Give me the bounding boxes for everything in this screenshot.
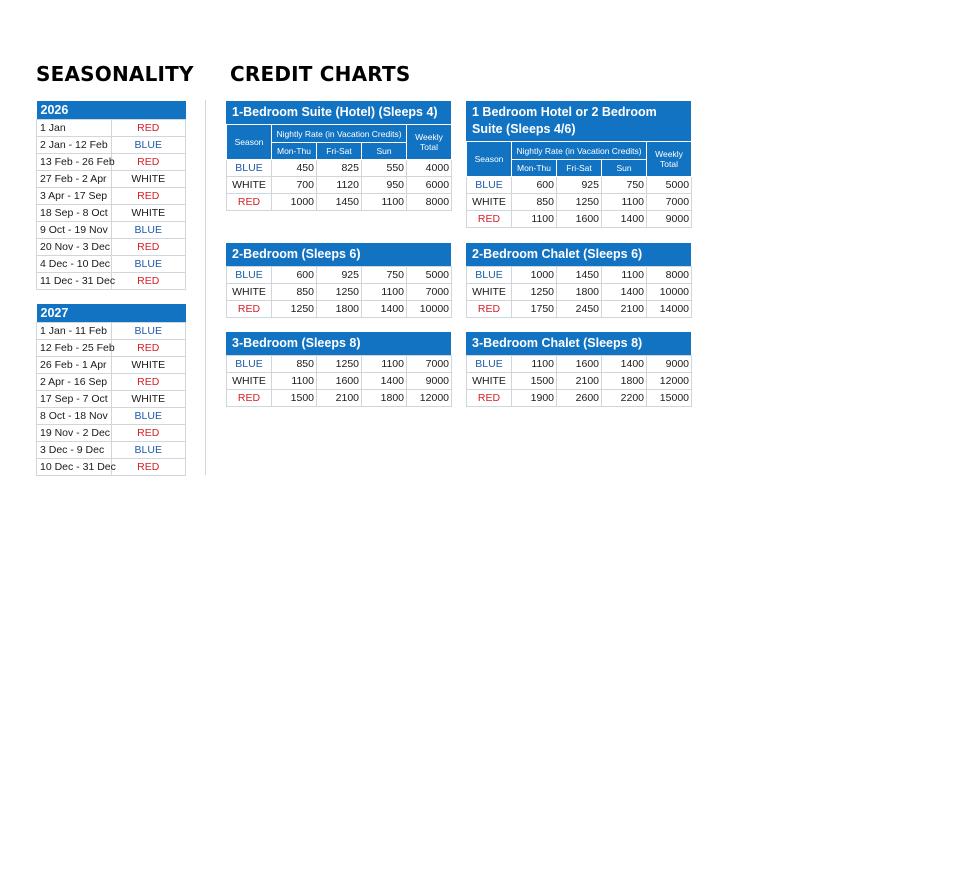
weekly-total-credits: 14000	[647, 301, 692, 318]
mon-thu-credits: 600	[272, 267, 317, 284]
fri-sat-credits: 1250	[317, 356, 362, 373]
credit-row	[227, 267, 452, 284]
season-value: WHITE	[111, 171, 186, 188]
credit-table-3-bedroom	[226, 332, 451, 407]
season-date-range: 3 Dec - 9 Dec	[37, 442, 112, 459]
sun-credits: 1100	[362, 194, 407, 211]
sun-credits: 1800	[362, 390, 407, 407]
credit-row	[467, 373, 692, 390]
mon-thu-credits: 1250	[512, 284, 557, 301]
credit-row	[467, 177, 692, 194]
mon-thu-credits: 1500	[512, 373, 557, 390]
fri-sat-credits: 1600	[557, 211, 602, 228]
season-value: WHITE	[111, 357, 186, 374]
sun-credits: 1400	[602, 356, 647, 373]
season-value: BLUE	[111, 442, 186, 459]
season-row	[37, 171, 186, 188]
fri-sat-credits: 925	[557, 177, 602, 194]
mon-thu-credits: 450	[272, 160, 317, 177]
mon-thu-credits: 1900	[512, 390, 557, 407]
season-cell: WHITE	[227, 177, 272, 194]
fri-sat-header: Fri-Sat	[557, 160, 602, 177]
season-column-header: Season	[227, 125, 272, 160]
seasonality-heading: SEASONALITY	[36, 62, 194, 86]
season-value: RED	[111, 425, 186, 442]
credit-table-title: 2-Bedroom (Sleeps 6)	[226, 243, 451, 266]
credit-row	[467, 390, 692, 407]
season-row	[37, 239, 186, 256]
season-cell: RED	[227, 301, 272, 318]
fri-sat-credits: 825	[317, 160, 362, 177]
season-cell: RED	[227, 390, 272, 407]
fri-sat-credits: 1450	[557, 267, 602, 284]
seasonality-table-2026	[36, 101, 186, 290]
weekly-total-credits: 10000	[647, 284, 692, 301]
fri-sat-credits: 2450	[557, 301, 602, 318]
season-column-header: Season	[467, 142, 512, 177]
credit-row	[227, 160, 452, 177]
sun-credits: 1100	[362, 284, 407, 301]
season-date-range: 20 Nov - 3 Dec	[37, 239, 112, 256]
sun-credits: 1400	[602, 284, 647, 301]
sun-credits: 750	[602, 177, 647, 194]
season-row	[37, 188, 186, 205]
season-date-range: 10 Dec - 31 Dec	[37, 459, 112, 476]
sun-credits: 2100	[602, 301, 647, 318]
credit-table-2-bedroom	[226, 243, 451, 318]
season-value: BLUE	[111, 323, 186, 340]
season-value: RED	[111, 188, 186, 205]
year-header: 2026	[37, 101, 186, 120]
mon-thu-header: Mon-Thu	[512, 160, 557, 177]
mon-thu-header: Mon-Thu	[272, 143, 317, 160]
year-header: 2027	[37, 304, 186, 323]
fri-sat-header: Fri-Sat	[317, 143, 362, 160]
season-date-range: 27 Feb - 2 Apr	[37, 171, 112, 188]
season-value: WHITE	[111, 205, 186, 222]
sun-credits: 2200	[602, 390, 647, 407]
weekly-total-header: Weekly Total	[647, 142, 692, 177]
fri-sat-credits: 1450	[317, 194, 362, 211]
season-value: BLUE	[111, 408, 186, 425]
mon-thu-credits: 1750	[512, 301, 557, 318]
season-date-range: 18 Sep - 8 Oct	[37, 205, 112, 222]
fri-sat-credits: 925	[317, 267, 362, 284]
season-date-range: 8 Oct - 18 Nov	[37, 408, 112, 425]
fri-sat-credits: 1800	[557, 284, 602, 301]
weekly-total-credits: 5000	[647, 177, 692, 194]
sun-credits: 1400	[362, 301, 407, 318]
weekly-total-credits: 7000	[647, 194, 692, 211]
season-date-range: 12 Feb - 25 Feb	[37, 340, 112, 357]
season-cell: BLUE	[227, 160, 272, 177]
credit-row	[227, 373, 452, 390]
credit-table-title: 3-Bedroom (Sleeps 8)	[226, 332, 451, 355]
credit-row	[227, 194, 452, 211]
season-date-range: 17 Sep - 7 Oct	[37, 391, 112, 408]
sun-credits: 1400	[602, 211, 647, 228]
credit-table-1-bedroom-suite-hotel	[226, 101, 451, 211]
credit-table-title: 1 Bedroom Hotel or 2 Bedroom Suite (Sleeps 4/6)	[466, 101, 691, 141]
season-date-range: 4 Dec - 10 Dec	[37, 256, 112, 273]
season-value: RED	[111, 273, 186, 290]
weekly-total-credits: 4000	[407, 160, 452, 177]
mon-thu-credits: 1000	[512, 267, 557, 284]
weekly-total-credits: 7000	[407, 284, 452, 301]
season-cell: BLUE	[227, 267, 272, 284]
sun-credits: 550	[362, 160, 407, 177]
sun-credits: 1100	[602, 194, 647, 211]
season-value: RED	[111, 340, 186, 357]
credit-table-title: 2-Bedroom Chalet (Sleeps 6)	[466, 243, 691, 266]
fri-sat-credits: 2100	[557, 373, 602, 390]
credit-row	[467, 301, 692, 318]
season-row	[37, 120, 186, 137]
fri-sat-credits: 1250	[317, 284, 362, 301]
sun-credits: 1100	[362, 356, 407, 373]
season-date-range: 1 Jan	[37, 120, 112, 137]
season-row	[37, 205, 186, 222]
season-value: RED	[111, 239, 186, 256]
season-value: RED	[111, 459, 186, 476]
season-date-range: 19 Nov - 2 Dec	[37, 425, 112, 442]
mon-thu-credits: 1250	[272, 301, 317, 318]
season-cell: RED	[467, 390, 512, 407]
season-date-range: 2 Jan - 12 Feb	[37, 137, 112, 154]
credit-row	[467, 267, 692, 284]
season-row	[37, 154, 186, 171]
season-date-range: 1 Jan - 11 Feb	[37, 323, 112, 340]
season-cell: RED	[467, 211, 512, 228]
season-row	[37, 425, 186, 442]
weekly-total-credits: 9000	[407, 373, 452, 390]
sun-header: Sun	[602, 160, 647, 177]
season-date-range: 2 Apr - 16 Sep	[37, 374, 112, 391]
weekly-total-credits: 12000	[407, 390, 452, 407]
mon-thu-credits: 1500	[272, 390, 317, 407]
season-cell: WHITE	[467, 194, 512, 211]
season-value: BLUE	[111, 137, 186, 154]
fri-sat-credits: 1120	[317, 177, 362, 194]
season-cell: BLUE	[227, 356, 272, 373]
sun-credits: 950	[362, 177, 407, 194]
mon-thu-credits: 1000	[272, 194, 317, 211]
credit-row	[467, 211, 692, 228]
mon-thu-credits: 1100	[512, 211, 557, 228]
season-row	[37, 323, 186, 340]
sun-credits: 1800	[602, 373, 647, 390]
credit-table-3-bedroom-chalet	[466, 332, 691, 407]
credit-table-1-bedroom-hotel-or-2-bedroom-suite	[466, 101, 691, 228]
season-row	[37, 273, 186, 290]
season-row	[37, 137, 186, 154]
fri-sat-credits: 1250	[557, 194, 602, 211]
mon-thu-credits: 850	[512, 194, 557, 211]
weekly-total-credits: 7000	[407, 356, 452, 373]
season-date-range: 11 Dec - 31 Dec	[37, 273, 112, 290]
sun-credits: 750	[362, 267, 407, 284]
season-value: RED	[111, 374, 186, 391]
season-cell: BLUE	[467, 356, 512, 373]
season-row	[37, 357, 186, 374]
fri-sat-credits: 2100	[317, 390, 362, 407]
season-row	[37, 391, 186, 408]
credit-table-2-bedroom-chalet	[466, 243, 691, 318]
season-value: BLUE	[111, 222, 186, 239]
sun-credits: 1400	[362, 373, 407, 390]
nightly-rate-header: Nightly Rate (in Vacation Credits)	[512, 142, 647, 160]
credit-row	[467, 284, 692, 301]
season-row	[37, 459, 186, 476]
weekly-total-header: Weekly Total	[407, 125, 452, 160]
sun-header: Sun	[362, 143, 407, 160]
season-date-range: 13 Feb - 26 Feb	[37, 154, 112, 171]
credit-table-title: 1-Bedroom Suite (Hotel) (Sleeps 4)	[226, 101, 451, 124]
mon-thu-credits: 1100	[272, 373, 317, 390]
season-date-range: 3 Apr - 17 Sep	[37, 188, 112, 205]
season-value: WHITE	[111, 391, 186, 408]
season-cell: RED	[467, 301, 512, 318]
credit-row	[227, 284, 452, 301]
credit-table-title: 3-Bedroom Chalet (Sleeps 8)	[466, 332, 691, 355]
seasonality-table-2027	[36, 304, 186, 476]
column-divider	[205, 100, 206, 475]
fri-sat-credits: 1600	[557, 356, 602, 373]
fri-sat-credits: 1800	[317, 301, 362, 318]
season-row	[37, 340, 186, 357]
season-value: BLUE	[111, 256, 186, 273]
weekly-total-credits: 12000	[647, 373, 692, 390]
credit-row	[227, 390, 452, 407]
fri-sat-credits: 2600	[557, 390, 602, 407]
mon-thu-credits: 600	[512, 177, 557, 194]
season-row	[37, 442, 186, 459]
mon-thu-credits: 1100	[512, 356, 557, 373]
weekly-total-credits: 9000	[647, 211, 692, 228]
credit-row	[227, 301, 452, 318]
credit-row	[467, 194, 692, 211]
credit-row	[467, 356, 692, 373]
season-cell: WHITE	[227, 284, 272, 301]
season-row	[37, 408, 186, 425]
season-cell: BLUE	[467, 267, 512, 284]
weekly-total-credits: 8000	[407, 194, 452, 211]
weekly-total-credits: 10000	[407, 301, 452, 318]
weekly-total-credits: 5000	[407, 267, 452, 284]
season-row	[37, 256, 186, 273]
mon-thu-credits: 700	[272, 177, 317, 194]
season-cell: WHITE	[467, 284, 512, 301]
weekly-total-credits: 8000	[647, 267, 692, 284]
season-cell: RED	[227, 194, 272, 211]
weekly-total-credits: 15000	[647, 390, 692, 407]
credit-row	[227, 177, 452, 194]
season-cell: BLUE	[467, 177, 512, 194]
sun-credits: 1100	[602, 267, 647, 284]
season-date-range: 26 Feb - 1 Apr	[37, 357, 112, 374]
season-value: RED	[111, 154, 186, 171]
season-value: RED	[111, 120, 186, 137]
nightly-rate-header: Nightly Rate (in Vacation Credits)	[272, 125, 407, 143]
fri-sat-credits: 1600	[317, 373, 362, 390]
mon-thu-credits: 850	[272, 284, 317, 301]
season-date-range: 9 Oct - 19 Nov	[37, 222, 112, 239]
credit-charts-heading: CREDIT CHARTS	[230, 62, 411, 86]
season-cell: WHITE	[467, 373, 512, 390]
season-cell: WHITE	[227, 373, 272, 390]
season-row	[37, 222, 186, 239]
season-row	[37, 374, 186, 391]
weekly-total-credits: 6000	[407, 177, 452, 194]
mon-thu-credits: 850	[272, 356, 317, 373]
weekly-total-credits: 9000	[647, 356, 692, 373]
credit-row	[227, 356, 452, 373]
